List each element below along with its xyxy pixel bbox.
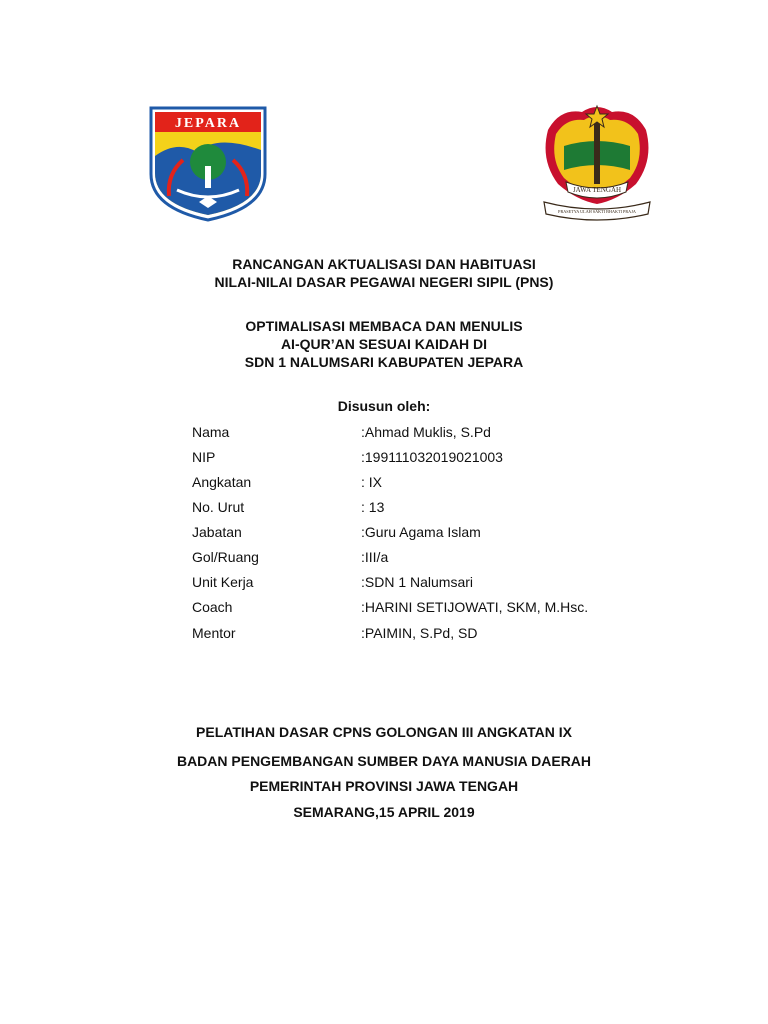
field-value-no-urut: : 13	[361, 499, 385, 515]
author-heading: Disusun oleh:	[337, 398, 431, 414]
field-label-no-urut: No. Urut	[192, 499, 245, 515]
heading-line-2: NILAI-NILAI DASAR PEGAWAI NEGERI SIPIL (PNS)	[214, 274, 554, 290]
field-value-jabatan: :Guru Agama Islam	[361, 524, 481, 540]
heading-line-1: RANCANGAN AKTUALISASI DAN HABITUASI	[232, 256, 536, 272]
field-label-mentor: Mentor	[192, 625, 236, 641]
field-value-nip: :199111032019021003	[361, 449, 503, 465]
jawa-tengah-emblem-logo	[536, 100, 658, 224]
field-label-jabatan: Jabatan	[192, 524, 242, 540]
field-label-coach: Coach	[192, 599, 233, 615]
field-value-gol-ruang: :III/a	[361, 549, 389, 565]
field-label-nip: NIP	[192, 449, 216, 465]
field-value-angkatan: : IX	[361, 474, 383, 490]
field-label-nama: Nama	[192, 424, 230, 440]
title-line-1: OPTIMALISASI MEMBACA DAN MENULIS	[245, 318, 523, 334]
field-value-coach: :HARINI SETIJOWATI, SKM, M.Hsc.	[361, 599, 589, 615]
jepara-logo-text: JEPARA	[174, 116, 242, 131]
footer-date: SEMARANG,15 APRIL 2019	[293, 804, 475, 820]
field-label-unit-kerja: Unit Kerja	[192, 574, 254, 590]
jawa-tengah-motto-text: PRASETYA ULAH SAKTI BHAKTI PRAJA	[558, 209, 636, 214]
field-value-unit-kerja: :SDN 1 Nalumsari	[361, 574, 474, 590]
field-label-gol-ruang: Gol/Ruang	[192, 549, 259, 565]
footer-line-1: PELATIHAN DASAR CPNS GOLONGAN III ANGKATAN IX	[196, 724, 572, 740]
title-line-3: SDN 1 NALUMSARI KABUPATEN JEPARA	[244, 354, 524, 370]
field-label-angkatan: Angkatan	[192, 474, 252, 490]
jepara-emblem-logo	[147, 104, 269, 222]
title-line-2: AI-QUR’AN SESUAI KAIDAH DI	[280, 336, 488, 352]
field-value-nama: :Ahmad Muklis, S.Pd	[361, 424, 491, 440]
jawa-tengah-logo-text: JAWA TENGAH	[572, 186, 622, 194]
footer-line-2: BADAN PENGEMBANGAN SUMBER DAYA MANUSIA DAERAH	[176, 753, 592, 769]
footer-line-3: PEMERINTAH PROVINSI JAWA TENGAH	[249, 778, 519, 794]
field-value-mentor: :PAIMIN, S.Pd, SD	[361, 625, 478, 641]
